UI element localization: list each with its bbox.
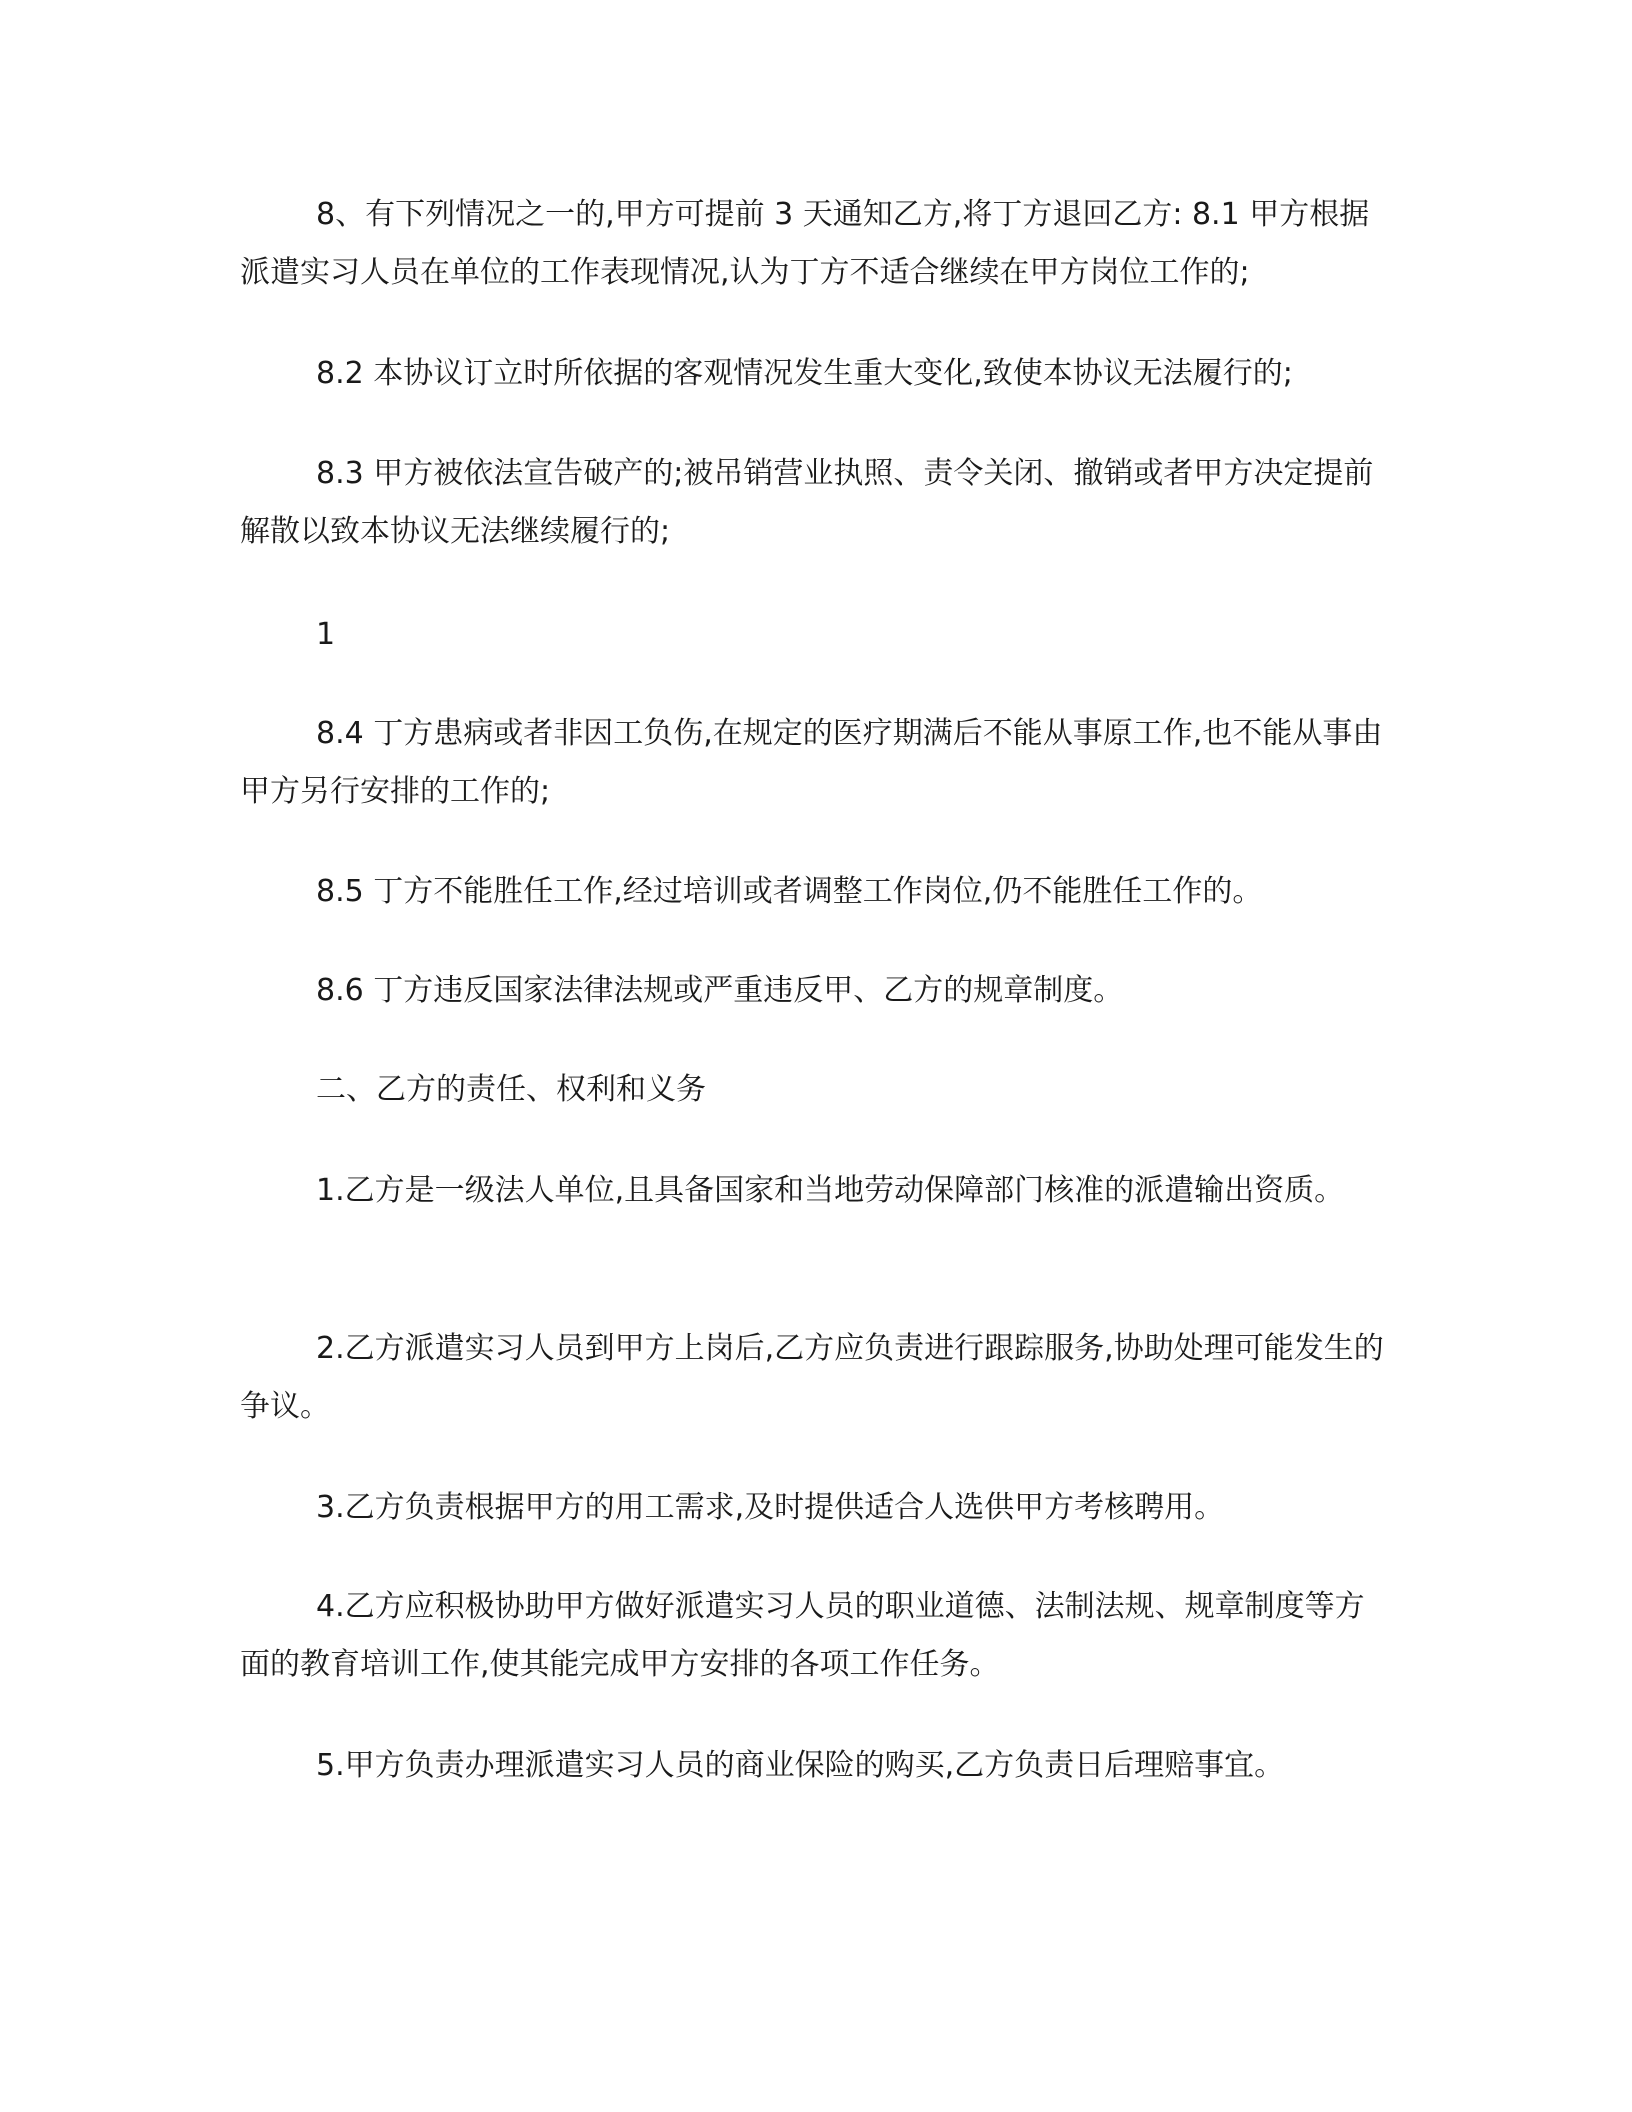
paragraph-8-4: 8.4 丁方患病或者非因工负伤,在规定的医疗期满后不能从事原工作,也不能从事由甲方另行安排的工作的; <box>240 716 1383 809</box>
paragraph-b-2: 2.乙方派遣实习人员到甲方上岗后,乙方应负责进行跟踪服务,协助处理可能发生的争议。 <box>240 1331 1384 1424</box>
paragraph-8: 8、有下列情况之一的,甲方可提前 3 天通知乙方,将丁方退回乙方: 8.1 甲方根据派遣实习人员在单位的工作表现情况,认为丁方不适合继续在甲方岗位工作的; <box>240 197 1370 290</box>
paragraph-8-6: 8.6 丁方违反国家法律法规或严重违反甲、乙方的规章制度。 <box>316 973 1124 1008</box>
paragraph-8-3: 8.3 甲方被依法宣告破产的;被吊销营业执照、责令关闭、撤销或者甲方决定提前解散以致本协议无法继续履行的; <box>240 456 1374 549</box>
paragraph-8-2: 8.2 本协议订立时所依据的客观情况发生重大变化,致使本协议无法履行的; <box>316 356 1293 391</box>
page-number: 1 <box>316 617 336 652</box>
paragraph-b-5: 5.甲方负责办理派遣实习人员的商业保险的购买,乙方负责日后理赔事宜。 <box>316 1748 1285 1783</box>
section-heading-party-b: 二、乙方的责任、权利和义务 <box>316 1072 706 1107</box>
paragraph-b-4: 4.乙方应积极协助甲方做好派遣实习人员的职业道德、法制法规、规章制度等方面的教育培训工作,使其能完成甲方安排的各项工作任务。 <box>240 1589 1365 1682</box>
paragraph-8-5: 8.5 丁方不能胜任工作,经过培训或者调整工作岗位,仍不能胜任工作的。 <box>316 874 1263 909</box>
paragraph-b-1: 1.乙方是一级法人单位,且具备国家和当地劳动保障部门核准的派遣输出资质。 <box>316 1173 1345 1208</box>
paragraph-b-3: 3.乙方负责根据甲方的用工需求,及时提供适合人选供甲方考核聘用。 <box>316 1490 1225 1525</box>
